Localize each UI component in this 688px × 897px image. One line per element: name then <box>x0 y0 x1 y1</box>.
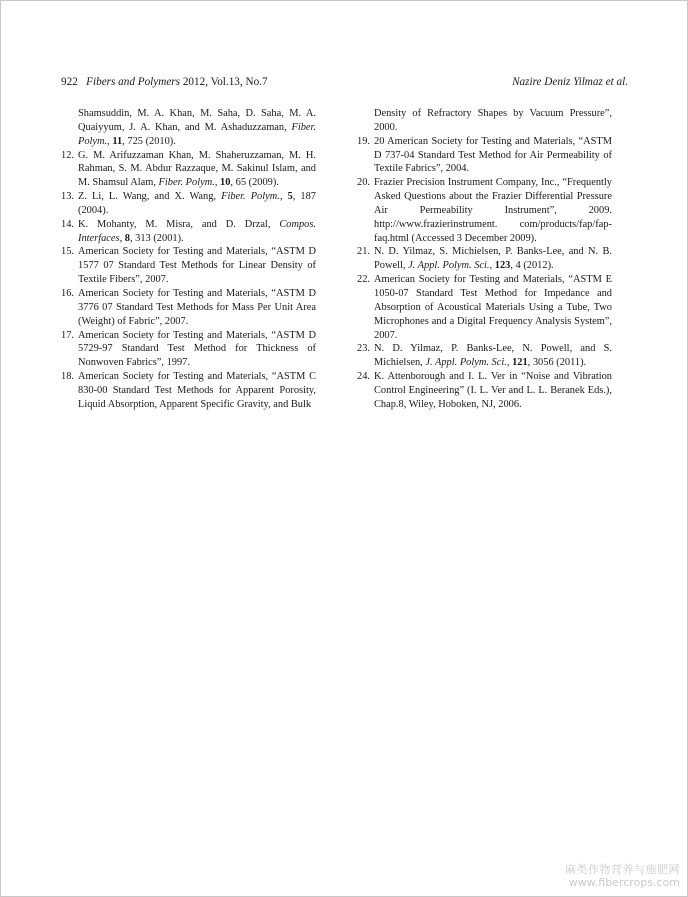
journal-abbrev: Compos. Interfaces <box>78 218 316 244</box>
reference-column-left <box>61 107 316 412</box>
reference-item <box>357 273 612 342</box>
reference-text: , 725 (2010). <box>122 135 176 147</box>
reference-number: 24. <box>357 371 370 383</box>
reference-number: 22. <box>357 274 370 286</box>
volume-number: 121 <box>512 357 528 369</box>
reference-number: 15. <box>61 246 74 258</box>
reference-text: American Society for Testing and Materials, “ASTM C 830-00 Standard Test Methods for Apparent Porosity, Liquid Absorption, Apparent Specific Gravity, and Bulk <box>78 371 316 410</box>
reference-number: 21. <box>357 246 370 258</box>
reference-text: American Society for Testing and Materials, “ASTM E 1050-07 Standard Test Method for Impedance and Absorption of Acoustical Materials Using a Tube, Two Microphones and a Digital Frequency Analysis System”, 2007. <box>374 274 612 341</box>
reference-text: , <box>119 232 125 244</box>
reference-item <box>61 218 316 246</box>
journal-citation: 2012, Vol.13, No.7 <box>182 76 268 88</box>
reference-item <box>357 342 612 370</box>
watermark-site-name: 麻类作物营养与施肥网 <box>565 863 680 876</box>
reference-text: American Society for Testing and Materials, “ASTM D 5729-97 Standard Test Method for Thickness of Nonwoven Fabrics”, 1997. <box>78 329 316 369</box>
journal-abbrev: Fiber. Polym. <box>78 121 316 147</box>
reference-number: 14. <box>61 218 74 230</box>
page-number: 922 <box>61 76 78 88</box>
volume-number: 10 <box>220 177 231 189</box>
journal-name: Fibers and Polymers <box>86 76 181 88</box>
reference-item <box>357 370 612 412</box>
reference-text: G. M. Arifuzzaman Khan, M. Shaheruzzaman, M. H. Rahman, S. M. Abdur Razzaque, M. Sakinul Islam, and M. Shamsul Alam, <box>78 149 316 189</box>
reference-item <box>357 176 612 245</box>
reference-text: , 313 (2001). <box>129 232 184 244</box>
reference-text: , <box>489 260 495 272</box>
reference-column-right <box>357 107 612 412</box>
reference-text: N. D. Yilmaz, P. Banks-Lee, N. Powell, and S. Michielsen, <box>374 343 612 369</box>
reference-text: Shamsuddin, M. A. Khan, M. Saha, D. Saha, M. A. Quaiyyum, J. A. Khan, and M. Ashaduzzaman, <box>78 108 316 133</box>
watermark <box>565 863 680 889</box>
volume-number: 5 <box>287 191 293 203</box>
reference-item <box>61 190 316 218</box>
reference-text: , 4 (2012). <box>510 260 554 272</box>
reference-text: , 187 (2004). <box>78 191 316 216</box>
reference-item <box>357 245 612 273</box>
reference-text: K. Attenborough and I. L. Ver in “Noise and Vibration Control Engineering” (I. L. Ver and L. L. Beranek Eds.), Chap.8, Wiley, Hoboken, NJ, 2006. <box>374 371 612 410</box>
reference-item <box>61 245 316 287</box>
reference-item <box>61 370 316 412</box>
header-left <box>61 75 268 89</box>
reference-text: , <box>506 357 513 369</box>
reference-text: , 65 (2009). <box>230 177 279 189</box>
journal-abbrev: Fiber. Polym. <box>221 191 280 203</box>
reference-text: , <box>107 135 113 147</box>
reference-item <box>61 149 316 191</box>
volume-number: 11 <box>112 135 123 147</box>
reference-text: American Society for Testing and Materials, “ASTM D 1577 07 Standard Test Methods for Linear Density of Textile Fibers”, 2007. <box>78 246 316 286</box>
reference-number: 18. <box>61 371 74 383</box>
reference-text: Z. Li, L. Wang, and X. Wang, <box>78 191 222 203</box>
reference-text: N. D. Yilmaz, S. Michielsen, P. Banks-Lee, and N. B. Powell, <box>374 246 612 272</box>
reference-number: 19. <box>357 135 370 147</box>
journal-abbrev: J. Appl. Polym. Sci. <box>425 357 507 369</box>
reference-number: 17. <box>61 329 74 341</box>
reference-text: American Society for Testing and Materials, “ASTM D 3776 07 Standard Test Methods for Mass Per Unit Area (Weight) of Fabric”, 2007. <box>78 287 316 327</box>
watermark-url: www.fibercrops.com <box>568 876 680 889</box>
reference-text: Density of Refractory Shapes by Vacuum Pressure”, 2000. <box>374 108 612 133</box>
reference-item <box>357 107 612 135</box>
journal-abbrev: J. Appl. Polym. Sci. <box>408 260 490 272</box>
reference-text: , <box>279 191 288 203</box>
reference-number: 16. <box>61 287 74 299</box>
reference-text: , <box>214 177 221 189</box>
reference-item <box>357 135 612 177</box>
reference-number: 12. <box>61 149 74 161</box>
reference-text: 20 American Society for Testing and Materials, “ASTM D 737-04 Standard Test Method for Air Permeability of Textile Fabrics”, 2004. <box>374 135 612 175</box>
reference-text: , 3056 (2011). <box>527 357 587 369</box>
reference-text: K. Mohanty, M. Misra, and D. Drzal, <box>78 218 280 230</box>
reference-item <box>61 287 316 329</box>
reference-number: 20. <box>357 177 370 189</box>
header-authors: Nazire Deniz Yilmaz et al. <box>512 76 628 88</box>
reference-item <box>61 329 316 371</box>
volume-number: 8 <box>124 232 130 244</box>
journal-abbrev: Fiber. Polym. <box>158 177 215 189</box>
reference-text: Frazier Precision Instrument Company, Inc., “Frequently Asked Questions about the Frazier Differential Pressure Air Permeability Instrument”, 2009. http://www.frazierinstrument. com/products/fap/fap-faq.html (Accessed 3 December 2009). <box>374 177 612 244</box>
reference-number: 13. <box>61 191 74 203</box>
reference-number: 23. <box>357 343 370 355</box>
reference-item <box>61 107 316 149</box>
volume-number: 123 <box>494 260 511 272</box>
